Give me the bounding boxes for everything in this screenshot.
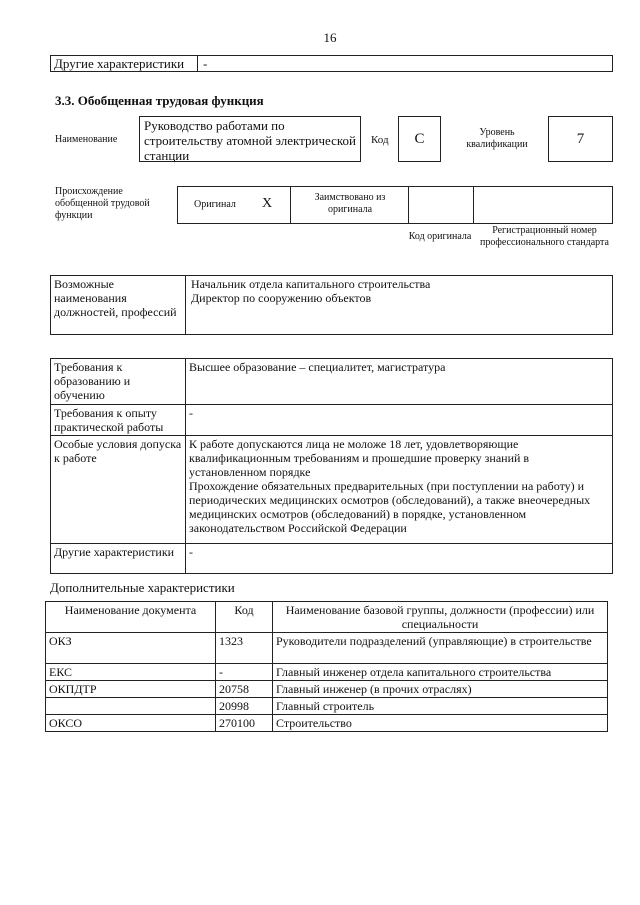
additional-header-row [46, 602, 608, 633]
origin-divider-3 [473, 187, 474, 223]
requirements-label: Другие характеристики [51, 544, 186, 574]
origin-original-label: Оригинал [194, 199, 236, 210]
positions-value: Начальник отдела капитального строительства Директор по сооружению объектов [186, 276, 613, 335]
row-name: Главный строитель [273, 698, 608, 715]
qualification-level-label: Уровень квалификации [466, 127, 528, 150]
requirements-value: - [186, 405, 613, 436]
table-row [46, 698, 608, 715]
requirements-row [51, 544, 613, 574]
section-title: 3.3. Обобщенная трудовая функция [55, 93, 264, 108]
row-name: Строительство [273, 715, 608, 732]
function-name-box [139, 116, 361, 162]
requirements-label: Требования к образованию и обучению [51, 359, 186, 405]
row-name: Главный инженер отдела капитального строительства [273, 664, 608, 681]
additional-title: Дополнительные характеристики [50, 580, 235, 595]
positions-label: Возможные наименования должностей, профессий [51, 276, 186, 335]
row-code: 270100 [216, 715, 273, 732]
requirements-label: Требования к опыту практической работы [51, 405, 186, 436]
row-document: ЕКС [46, 664, 216, 681]
requirements-row [51, 405, 613, 436]
origin-divider-2 [408, 187, 409, 223]
qualification-level-value: 7 [548, 116, 613, 162]
requirements-value: - [186, 544, 613, 574]
requirements-row [51, 359, 613, 405]
row-code: 20998 [216, 698, 273, 715]
function-name-label: Наименование [55, 134, 118, 145]
requirements-value: К работе допускаются лица не моложе 18 лет, удовлетворяющие квалификационным требованиям и прошедшие проверку знаний в установленном порядке Прохождение обязательных предварительных (при поступлении на работу) и периодических медицинских осмотров (обследований), а также внеочередных медицинских осмотров (обследований) в порядке, установленном законодательством Российской Федерации [186, 436, 613, 544]
row-document: ОКСО [46, 715, 216, 732]
origin-registration-caption: Регистрационный номер профессионального стандарта [480, 225, 609, 248]
table-row [46, 633, 608, 664]
function-code-label: Код [371, 134, 389, 146]
table-row [46, 715, 608, 732]
function-code-value: С [398, 116, 441, 162]
header-document: Наименование документа [46, 602, 216, 633]
table-row [46, 681, 608, 698]
row-document: ОКЗ [46, 633, 216, 664]
row-code: 20758 [216, 681, 273, 698]
origin-code-caption: Код оригинала [408, 231, 472, 242]
row-name: Главный инженер (в прочих отраслях) [273, 681, 608, 698]
additional-table [45, 601, 608, 732]
row-code: - [216, 664, 273, 681]
top-row-label: Другие характеристики [51, 56, 198, 72]
requirements-label: Особые условия допуска к работе [51, 436, 186, 544]
row-code: 1323 [216, 633, 273, 664]
top-other-characteristics-row [50, 55, 613, 72]
origin-box [177, 186, 613, 224]
function-name-value: Руководство работами по строительству атомной электрической станции [144, 118, 356, 163]
requirements-value: Высшее образование – специалитет, магистратура [186, 359, 613, 405]
row-document [46, 698, 216, 715]
page-number: 16 [323, 30, 337, 45]
positions-table [50, 275, 613, 335]
top-row-value: - [198, 56, 613, 72]
requirements-table [50, 358, 613, 574]
table-row [46, 664, 608, 681]
origin-borrowed-label: Заимствовано из оригинала [314, 192, 386, 215]
origin-original-mark: Х [262, 196, 273, 211]
row-document: ОКПДТР [46, 681, 216, 698]
row-name: Руководители подразделений (управляющие) в строительстве [273, 633, 608, 664]
origin-label: Происхождение обобщенной трудовой функции [55, 186, 150, 221]
header-code: Код [216, 602, 273, 633]
origin-divider-1 [290, 187, 291, 223]
header-name: Наименование базовой группы, должности (профессии) или специальности [273, 602, 608, 633]
requirements-row [51, 436, 613, 544]
